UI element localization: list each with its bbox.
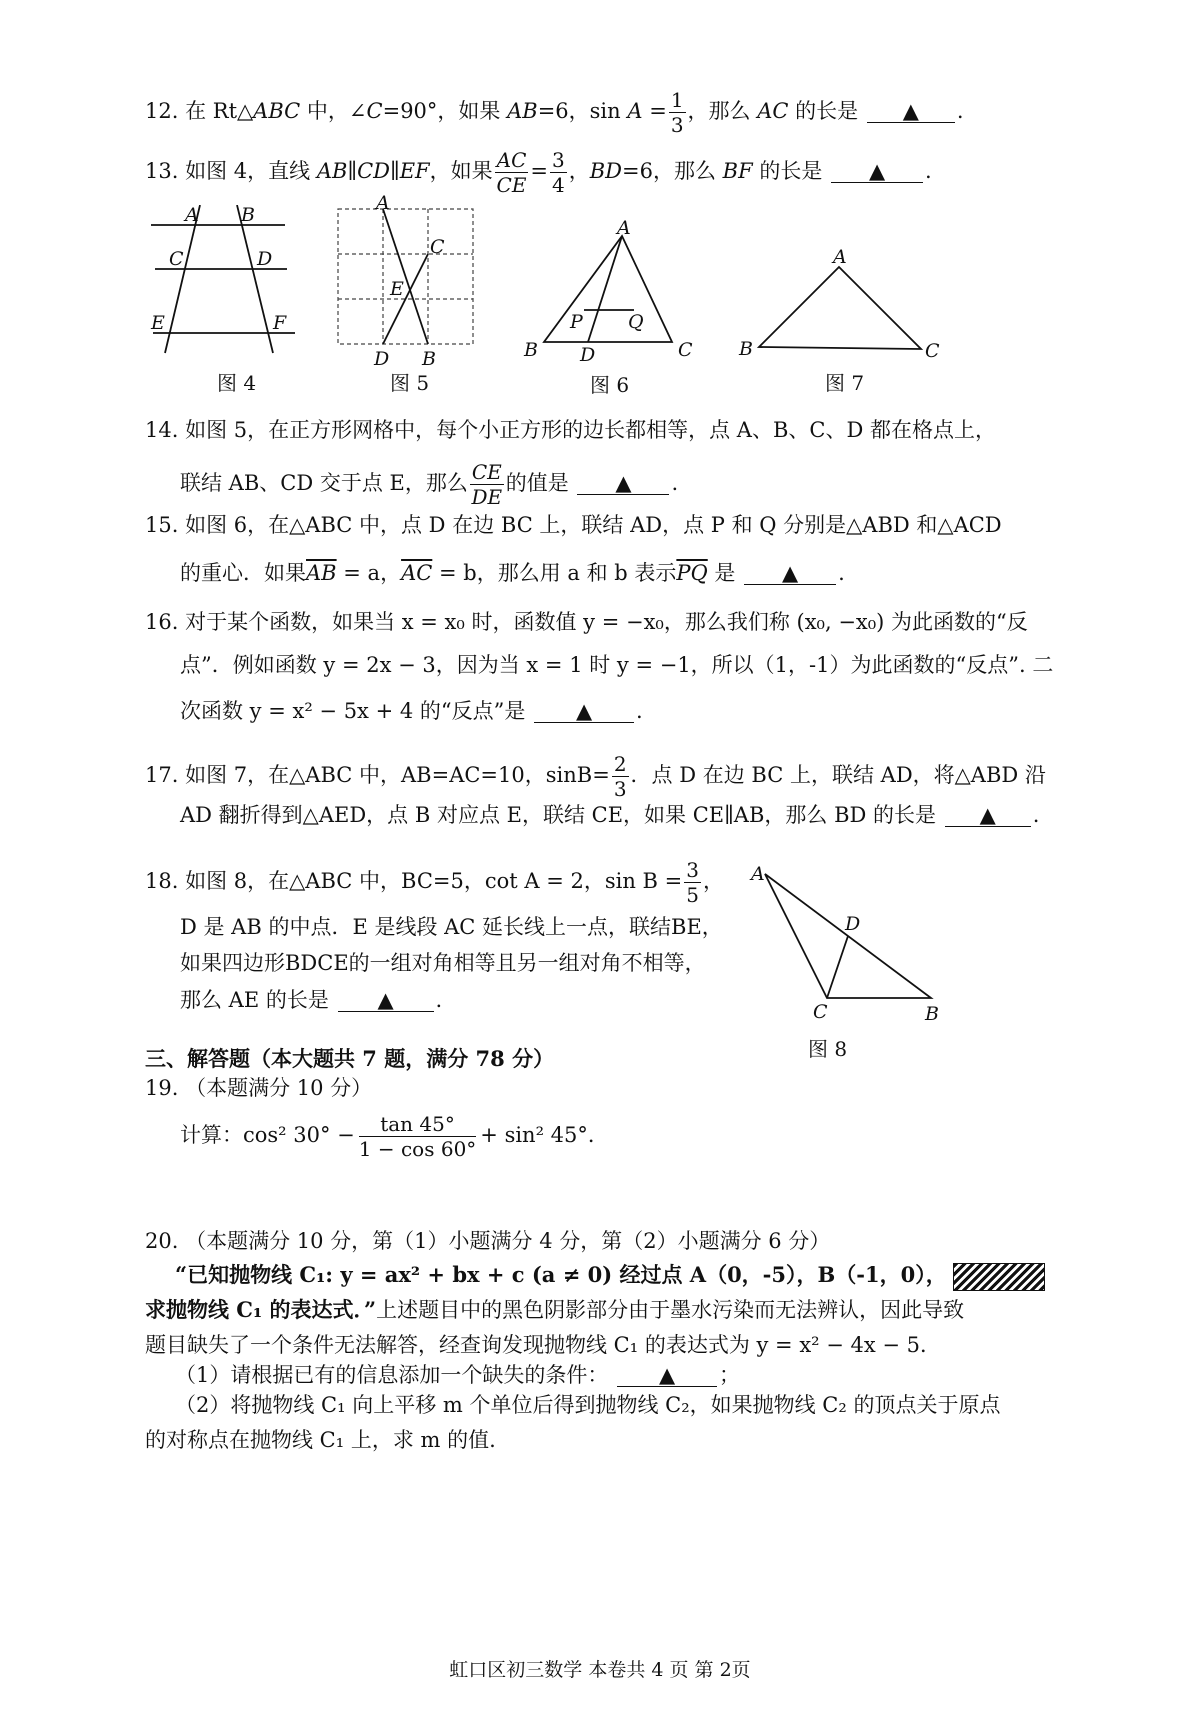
label-c: C <box>430 236 445 258</box>
figure-6-triangle <box>520 218 705 368</box>
triangle-abc <box>759 267 921 349</box>
segment-ad <box>588 236 622 342</box>
label-c: C <box>925 340 940 362</box>
question-20-quote-line1: “已知抛物线 C₁: y = ax² + bx + c (a ≠ 0) 经过点 A（0，-5），B（-1，0）， <box>175 1260 1045 1291</box>
question-15-line2: 的重心．如果$\overline{AB} = a$，$\overline{AC} = b$，那么用 a 和 b 表示$\overline{PQ}$ 是 ▲ . <box>180 561 845 585</box>
question-16: 16. 对于某个函数，如果当 x = x₀ 时，函数值 y = −x₀，那么我们称 (x₀, −x₀) 为此函数的“反 <box>145 610 1028 634</box>
figure-8-caption: 图 8 <box>808 1037 848 1061</box>
question-18-line3: 如果四边形BDCE的一组对角相等且另一组对角不相等， <box>180 951 706 975</box>
question-20-line2: 求抛物线 C₁ 的表达式．”上述题目中的黑色阴影部分由于墨水污染而无法辨认，因此导致 <box>145 1297 965 1322</box>
label-f: F <box>273 312 287 334</box>
question-18-line2: D 是 AB 的中点．E 是线段 AC 延长线上一点，联结BE， <box>180 915 723 939</box>
label-c: C <box>813 1001 828 1023</box>
fraction: $\frac{3}{4}$ <box>551 148 565 197</box>
label-a: A <box>185 205 199 226</box>
label-q: Q <box>628 311 644 333</box>
question-17: 17. 如图 7，在△ABC 中，AB=AC=10，sinB= $\frac{2}{3}$ ．点 D 在边 BC 上，联结 AD，将△ABD 沿 <box>145 752 1046 801</box>
answer-blank[interactable]: ▲ <box>534 700 634 723</box>
fraction: $\frac{CE}{DE}$ <box>471 460 503 509</box>
question-18: 18. 如图 8，在△ABC 中，BC=5，cot A = 2，sin B = $\frac{3}{5}$ ， <box>145 858 724 907</box>
question-14-line2: 联结 AB、CD 交于点 E，那么 $\frac{CE}{DE}$ 的值是 ▲ . <box>180 460 679 509</box>
label-e: E <box>390 278 404 300</box>
label-a: A <box>617 218 631 239</box>
label-d: D <box>257 248 273 270</box>
figure-4-parallel-lines <box>145 205 305 365</box>
figure-7-triangle <box>735 245 950 365</box>
label-c: C <box>169 248 184 270</box>
transversal-left <box>165 205 200 353</box>
ink-stain <box>953 1263 1045 1291</box>
answer-blank[interactable]: ▲ <box>338 989 434 1012</box>
answer-blank[interactable]: ▲ <box>867 100 955 123</box>
fraction: $\frac{\tan 45^\circ}{1 - \cos 60^\circ}$ <box>358 1112 477 1161</box>
question-15: 15. 如图 6，在△ABC 中，点 D 在边 BC 上，联结 AD，点 P 和 Q 分别是△ABD 和△ACD <box>145 513 1002 537</box>
segment-cd <box>827 936 848 998</box>
question-20-line3: 题目缺失了一个条件无法解答，经查询发现抛物线 C₁ 的表达式为 y = x² − 4x − 5． <box>145 1333 942 1357</box>
figure-7-caption: 图 7 <box>825 371 865 395</box>
question-12: 12. 在 Rt△ABC 中，∠C=90°，如果 AB=6，sin A = $\frac{1}{3}$ ，那么 AC 的长是 ▲ . <box>145 88 964 137</box>
fraction: $\frac{3}{5}$ <box>686 858 699 907</box>
label-b: B <box>422 348 436 370</box>
fraction: $\frac{2}{3}$ <box>613 752 627 801</box>
label-b: B <box>739 338 753 360</box>
label-a: A <box>751 863 765 885</box>
answer-blank[interactable]: ▲ <box>744 562 836 585</box>
figure-6-caption: 图 6 <box>590 373 630 397</box>
label-a: A <box>376 195 390 214</box>
answer-blank[interactable]: ▲ <box>577 472 669 495</box>
answer-blank[interactable]: ▲ <box>831 160 923 183</box>
figure-4-caption: 图 4 <box>217 371 257 395</box>
answer-blank[interactable]: ▲ <box>617 1364 717 1387</box>
triangle-abc <box>544 236 672 342</box>
question-20-part2-line1: （2）将抛物线 C₁ 向上平移 m 个单位后得到抛物线 C₂，如果抛物线 C₂ 的顶点关于原点 <box>175 1393 1001 1417</box>
label-a: A <box>833 246 847 268</box>
segment-ab <box>383 209 428 344</box>
question-19-calc: 计算：cos² 30° − $\frac{\tan 45^\circ}{1 - \cos 60^\circ}$ + sin² 45°． <box>180 1112 609 1161</box>
answer-blank[interactable]: ▲ <box>945 804 1031 827</box>
figure-8-triangle <box>745 858 955 1028</box>
question-16-line3: 次函数 y = x² − 5x + 4 的“反点”是 ▲ . <box>180 699 643 723</box>
label-b: B <box>241 205 255 226</box>
label-b: B <box>524 339 538 361</box>
section-title: 三、解答题（本大题共 7 题，满分 78 分） <box>145 1046 555 1071</box>
question-20-part1: （1）请根据已有的信息添加一个缺失的条件： ▲ ； <box>175 1363 741 1387</box>
fraction: $\frac{1}{3}$ <box>670 88 684 137</box>
transversal-right <box>237 205 273 353</box>
question-20-part2-line2: 的对称点在抛物线 C₁ 上，求 m 的值. <box>145 1428 496 1452</box>
question-16-line2: 点”．例如函数 y = 2x − 3，因为当 x = 1 时 y = −1，所以（1，-1）为此函数的“反点”. 二 <box>180 653 1054 677</box>
label-d: D <box>374 348 390 370</box>
label-c: C <box>678 339 693 361</box>
question-14: 14. 如图 5，在正方形网格中，每个小正方形的边长都相等，点 A、B、C、D 都在格点上， <box>145 418 996 442</box>
figure-5-grid <box>330 195 480 370</box>
label-d: D <box>845 913 861 935</box>
question-19: 19. （本题满分 10 分） <box>145 1076 373 1100</box>
label-p: P <box>570 311 583 333</box>
page-footer: 虹口区初三数学 本卷共 4 页 第 2页 <box>449 1659 751 1681</box>
figure-5-caption: 图 5 <box>390 371 430 395</box>
question-18-line4: 那么 AE 的长是 ▲ . <box>180 988 443 1012</box>
label-d: D <box>580 344 596 366</box>
label-b: B <box>925 1003 939 1025</box>
label-e: E <box>151 312 165 334</box>
fraction: $\frac{AC}{CE}$ <box>496 148 527 197</box>
question-13: 13. 如图 4，直线 AB∥CD∥EF，如果 $\frac{AC}{CE}$ = $\frac{3}{4}$ ，BD=6，那么 BF 的长是 ▲ . <box>145 148 932 197</box>
question-20: 20. （本题满分 10 分，第（1）小题满分 4 分，第（2）小题满分 6 分） <box>145 1229 831 1253</box>
question-17-line2: AD 翻折得到△AED，点 B 对应点 E，联结 CE，如果 CE∥AB，那么 BD 的长是 ▲ . <box>180 803 1040 827</box>
